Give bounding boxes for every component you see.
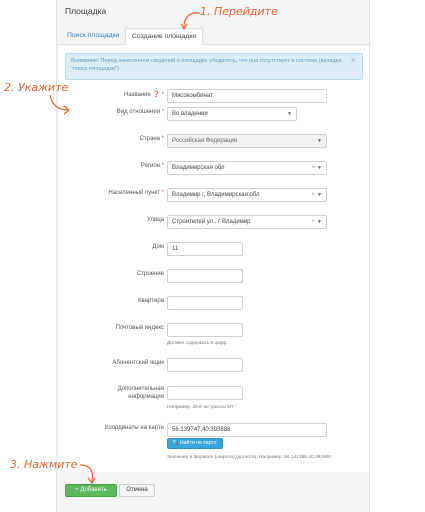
row-mailbox xyxy=(59,358,369,372)
plus-icon: + xyxy=(75,487,79,493)
name-label: Название ❓ * xyxy=(124,92,164,98)
street-select[interactable]: Строителей ул., г Владимир × ▼ xyxy=(167,215,327,229)
annotation-arrow-step1 xyxy=(176,10,206,32)
row-extra-info xyxy=(59,386,369,400)
chevron-down-icon: ▼ xyxy=(317,219,322,225)
chevron-down-icon: ▼ xyxy=(317,165,322,171)
country-label: Страна * xyxy=(139,136,164,142)
clear-icon[interactable]: × xyxy=(311,165,315,171)
site-panel xyxy=(56,0,370,512)
row-postcode xyxy=(59,323,369,337)
tab-bar xyxy=(57,28,371,45)
row-name xyxy=(59,89,369,103)
panel-title: Площадка xyxy=(65,6,107,16)
row-house xyxy=(59,242,369,256)
extra-info-input[interactable] xyxy=(167,386,243,400)
create-site-form xyxy=(59,45,369,472)
mailbox-label: Абонентский ящик xyxy=(112,360,164,366)
row-coordinates xyxy=(59,423,369,437)
locality-label: Населенный пункт * xyxy=(108,190,164,196)
annotation-step2: 2. Укажите xyxy=(4,81,69,94)
chevron-down-icon: ▼ xyxy=(317,138,322,144)
annotation-arrow-step2 xyxy=(46,93,72,115)
coordinates-label: Координаты на карте xyxy=(104,425,164,431)
region-select[interactable]: Владимирская обл × ▼ xyxy=(167,161,327,175)
clear-icon[interactable]: × xyxy=(311,219,315,225)
tab-search-site[interactable]: Поиск площадки xyxy=(67,32,120,39)
find-on-map-button[interactable] xyxy=(167,438,223,449)
tab-create-site[interactable]: Создание площадки xyxy=(125,28,203,45)
close-icon[interactable]: × xyxy=(350,55,356,65)
coordinates-input[interactable]: 56.139747,40.393888 xyxy=(167,423,327,437)
extra-info-label: Дополнительная информация xyxy=(117,386,164,400)
postcode-label: Почтовый индекс xyxy=(115,325,164,331)
house-label: Дом xyxy=(152,244,164,250)
search-icon: 🔍 xyxy=(172,440,179,446)
alert-text: Внимание! Перед занесением сведений о площадке убедитесь, что она отсутствует в системе (вкладка "поиск площадки") xyxy=(71,58,342,72)
annotation-step3: 3. Нажмите xyxy=(10,458,78,471)
clear-icon[interactable]: × xyxy=(311,192,315,198)
row-street xyxy=(59,215,369,229)
mailbox-input[interactable] xyxy=(167,358,243,372)
postcode-hint: Должен содержать 6 цифр xyxy=(167,341,227,346)
add-button-label: Добавить xyxy=(80,487,107,493)
relation-label: Вид отношения * xyxy=(116,109,164,115)
street-label: Улица xyxy=(146,217,164,223)
annotation-arrow-step3 xyxy=(78,462,100,486)
locality-select[interactable]: Владимир г, Владимирская обл × ▼ xyxy=(167,188,327,202)
row-country xyxy=(59,134,369,148)
region-label: Регион * xyxy=(140,163,164,169)
chevron-down-icon: ▼ xyxy=(287,111,292,117)
find-on-map-label: Найти на карте xyxy=(179,440,217,446)
cancel-button[interactable]: Отмена xyxy=(119,484,155,497)
row-apartment xyxy=(59,296,369,310)
row-locality xyxy=(59,188,369,202)
extra-info-hint: Например: 25-й км трассы М7 xyxy=(167,405,234,410)
relation-select[interactable]: Во владении ▼ xyxy=(167,107,297,121)
chevron-down-icon: ▼ xyxy=(317,192,322,198)
house-input[interactable]: 11 xyxy=(167,242,243,256)
apartment-label: Квартира xyxy=(138,298,164,304)
coordinates-hint: Значение в формате (широта),(долгота). Например: 56.141355,40.292900 xyxy=(167,455,331,460)
building-input[interactable] xyxy=(167,269,243,283)
info-alert xyxy=(65,53,363,80)
postcode-input[interactable] xyxy=(167,323,243,337)
row-relation xyxy=(59,107,369,121)
building-label: Строение xyxy=(136,271,164,277)
apartment-input[interactable] xyxy=(167,296,243,310)
name-input[interactable]: Мясокомбинат xyxy=(167,89,327,103)
country-select[interactable]: Российская Федерация ▼ xyxy=(167,134,327,148)
row-region xyxy=(59,161,369,175)
form-footer xyxy=(59,478,369,504)
annotation-step1: 1. Перейдите xyxy=(200,5,278,18)
row-building xyxy=(59,269,369,283)
help-icon[interactable]: ❓ xyxy=(152,92,160,98)
